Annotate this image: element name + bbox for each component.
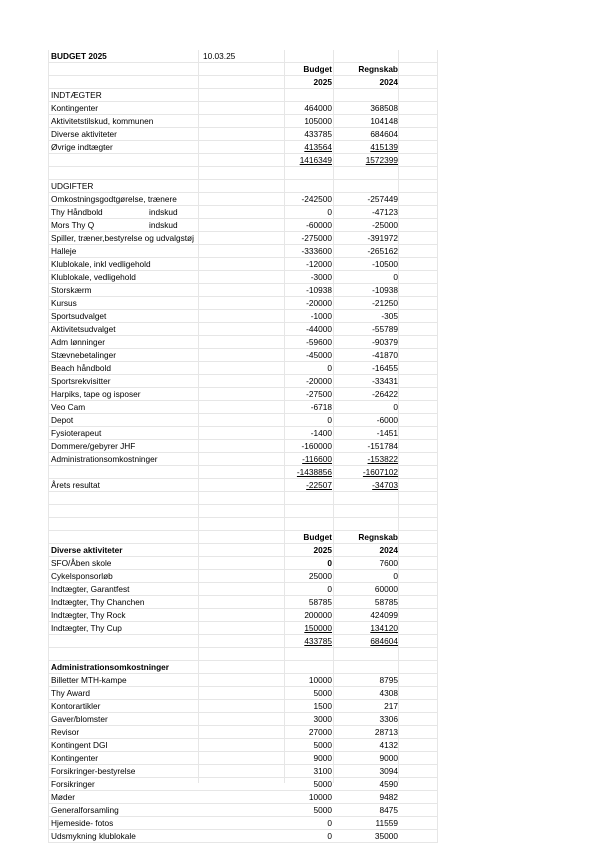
table-row bbox=[48, 609, 438, 622]
regnskab-2024-cell: Regnskab bbox=[358, 532, 398, 542]
regnskab-2024-cell: -55789 bbox=[372, 324, 398, 334]
regnskab-2024-cell: -33431 bbox=[372, 376, 398, 386]
row-label: Fysioterapeut bbox=[51, 428, 102, 438]
budget-2025-cell: 5000 bbox=[313, 779, 332, 789]
budget-2025-cell: 150000 bbox=[304, 623, 332, 633]
table-row bbox=[48, 50, 438, 63]
row-label: INDTÆGTER bbox=[51, 90, 102, 100]
row-label: Diverse aktiviteter bbox=[51, 129, 117, 139]
regnskab-2024-cell: 8795 bbox=[379, 675, 398, 685]
regnskab-2024-cell: -151784 bbox=[367, 441, 398, 451]
regnskab-2024-cell: 684604 bbox=[370, 636, 398, 646]
table-row bbox=[48, 518, 438, 531]
budget-2025-cell: -12000 bbox=[306, 259, 332, 269]
row-label: Cykelsponsorløb bbox=[51, 571, 113, 581]
table-row bbox=[48, 219, 438, 232]
row-label: Thy Håndbold bbox=[51, 207, 103, 217]
budget-2025-cell: Budget bbox=[303, 532, 332, 542]
budget-2025-cell: -10938 bbox=[306, 285, 332, 295]
regnskab-2024-cell: -257449 bbox=[367, 194, 398, 204]
row-label: Kontingenter bbox=[51, 753, 99, 763]
budget-2025-cell: -1400 bbox=[310, 428, 332, 438]
table-row bbox=[48, 193, 438, 206]
table-row bbox=[48, 297, 438, 310]
budget-2025-cell: 5000 bbox=[313, 805, 332, 815]
row-label: Beach håndbold bbox=[51, 363, 111, 373]
row-label: Møder bbox=[51, 792, 75, 802]
budget-2025-cell: -116600 bbox=[302, 454, 332, 464]
table-row bbox=[48, 284, 438, 297]
row-label: Kontingenter bbox=[51, 103, 99, 113]
table-row bbox=[48, 440, 438, 453]
budget-2025-cell: 1416349 bbox=[299, 155, 332, 165]
regnskab-2024-cell: -305 bbox=[381, 311, 398, 321]
regnskab-2024-cell: 0 bbox=[393, 402, 398, 412]
table-row bbox=[48, 362, 438, 375]
regnskab-2024-cell: 11559 bbox=[375, 818, 398, 828]
table-row bbox=[48, 232, 438, 245]
regnskab-2024-cell: -26422 bbox=[372, 389, 398, 399]
table-row bbox=[48, 778, 438, 791]
regnskab-2024-cell: 2024 bbox=[379, 77, 398, 87]
row-label: Adm lønninger bbox=[51, 337, 105, 347]
row-label: Spiller, træner,bestyrelse og udvalgstøj bbox=[51, 233, 194, 243]
row-label: Aktivitetsudvalget bbox=[51, 324, 116, 334]
table-row bbox=[48, 206, 438, 219]
table-row bbox=[48, 622, 438, 635]
row-label: Storskærm bbox=[51, 285, 92, 295]
table-row bbox=[48, 349, 438, 362]
row-label: Indtægter, Thy Chanchen bbox=[51, 597, 145, 607]
table-row bbox=[48, 505, 438, 518]
budget-2025-cell: -333600 bbox=[301, 246, 332, 256]
regnskab-2024-cell: 4308 bbox=[379, 688, 398, 698]
regnskab-2024-cell: 60000 bbox=[374, 584, 398, 594]
row-label: Veo Cam bbox=[51, 402, 86, 412]
table-row bbox=[48, 726, 438, 739]
row-label: Øvrige indtægter bbox=[51, 142, 113, 152]
regnskab-2024-cell: 8475 bbox=[379, 805, 398, 815]
regnskab-2024-cell: 134120 bbox=[370, 623, 398, 633]
row-sublabel: indskud bbox=[149, 220, 178, 230]
budget-2025-cell: 5000 bbox=[313, 740, 332, 750]
row-label: Thy Award bbox=[51, 688, 91, 698]
budget-2025-cell: -242500 bbox=[301, 194, 332, 204]
regnskab-2024-cell: 1572399 bbox=[365, 155, 398, 165]
row-label: Kursus bbox=[51, 298, 77, 308]
table-row bbox=[48, 804, 438, 817]
row-label: Administrationsomkostninger bbox=[51, 454, 158, 464]
regnskab-2024-cell: 9000 bbox=[379, 753, 398, 763]
regnskab-2024-cell: -10500 bbox=[372, 259, 398, 269]
table-row bbox=[48, 323, 438, 336]
table-row bbox=[48, 830, 438, 843]
table-row bbox=[48, 544, 438, 557]
regnskab-2024-cell: 28713 bbox=[374, 727, 398, 737]
regnskab-2024-cell: 7600 bbox=[379, 558, 398, 568]
row-label: Administrationsomkostninger bbox=[51, 662, 170, 672]
budget-2025-cell: 5000 bbox=[313, 688, 332, 698]
table-row bbox=[48, 180, 438, 193]
row-label: BUDGET 2025 bbox=[51, 51, 107, 61]
regnskab-2024-cell: -1451 bbox=[376, 428, 398, 438]
row-label: Kontingent DGI bbox=[51, 740, 108, 750]
table-row bbox=[48, 115, 438, 128]
regnskab-2024-cell: 3094 bbox=[379, 766, 398, 776]
regnskab-2024-cell: 4590 bbox=[379, 779, 398, 789]
row-label: UDGIFTER bbox=[51, 181, 94, 191]
budget-2025-cell: 0 bbox=[327, 584, 332, 594]
row-label: Harpiks, tape og isposer bbox=[51, 389, 141, 399]
row-label: Klublokale, inkl vedligehold bbox=[51, 259, 151, 269]
budget-2025-cell: 200000 bbox=[304, 610, 332, 620]
budget-2025-cell: 9000 bbox=[313, 753, 332, 763]
budget-2025-cell: -27500 bbox=[306, 389, 332, 399]
row-label: Udsmykning klublokale bbox=[51, 831, 136, 841]
regnskab-2024-cell: 35000 bbox=[374, 831, 398, 841]
table-row bbox=[48, 713, 438, 726]
table-row bbox=[48, 570, 438, 583]
table-row bbox=[48, 583, 438, 596]
table-row bbox=[48, 154, 438, 167]
regnskab-2024-cell: -16455 bbox=[372, 363, 398, 373]
regnskab-2024-cell: 2024 bbox=[379, 545, 398, 555]
budget-2025-cell: -22507 bbox=[306, 480, 332, 490]
table-row bbox=[48, 531, 438, 544]
budget-2025-cell: -6718 bbox=[310, 402, 332, 412]
table-row bbox=[48, 466, 438, 479]
row-sublabel: indskud bbox=[149, 207, 178, 217]
regnskab-2024-cell: -90379 bbox=[372, 337, 398, 347]
budget-2025-cell: Budget bbox=[303, 64, 332, 74]
budget-2025-cell: 464000 bbox=[304, 103, 332, 113]
regnskab-2024-cell: 217 bbox=[384, 701, 398, 711]
row-label: SFO/Åben skole bbox=[51, 558, 112, 568]
row-label: Billetter MTH-kampe bbox=[51, 675, 127, 685]
table-row bbox=[48, 557, 438, 570]
row-label: Klublokale, vedligehold bbox=[51, 272, 136, 282]
row-label: Stævnebetalinger bbox=[51, 350, 117, 360]
budget-2025-cell: 0 bbox=[327, 831, 332, 841]
row-label: Forsikringer-bestyrelse bbox=[51, 766, 136, 776]
regnskab-2024-cell: 58785 bbox=[374, 597, 398, 607]
regnskab-2024-cell: 684604 bbox=[370, 129, 398, 139]
budget-2025-cell: 105000 bbox=[304, 116, 332, 126]
row-label: Halleje bbox=[51, 246, 77, 256]
regnskab-2024-cell: 4132 bbox=[379, 740, 398, 750]
table-row bbox=[48, 63, 438, 76]
table-row bbox=[48, 765, 438, 778]
regnskab-2024-cell: 424099 bbox=[370, 610, 398, 620]
table-row bbox=[48, 427, 438, 440]
budget-2025-cell: -45000 bbox=[306, 350, 332, 360]
table-row bbox=[48, 245, 438, 258]
regnskab-2024-cell: -10938 bbox=[372, 285, 398, 295]
budget-2025-cell: 0 bbox=[327, 207, 332, 217]
table-row bbox=[48, 102, 438, 115]
table-row bbox=[48, 128, 438, 141]
budget-2025-cell: 25000 bbox=[308, 571, 332, 581]
table-row bbox=[48, 76, 438, 89]
budget-2025-cell: 0 bbox=[327, 415, 332, 425]
regnskab-2024-cell: -1607102 bbox=[362, 467, 398, 477]
regnskab-2024-cell: 415139 bbox=[370, 142, 398, 152]
sheet-date: 10.03.25 bbox=[203, 51, 236, 61]
row-label: Aktivitetstilskud, kommunen bbox=[51, 116, 154, 126]
budget-2025-cell: 10000 bbox=[308, 675, 332, 685]
regnskab-2024-cell: -34703 bbox=[372, 480, 398, 490]
regnskab-2024-cell: -25000 bbox=[372, 220, 398, 230]
regnskab-2024-cell: 104148 bbox=[370, 116, 398, 126]
row-label: Gaver/blomster bbox=[51, 714, 108, 724]
table-row bbox=[48, 401, 438, 414]
budget-2025-cell: -1000 bbox=[310, 311, 332, 321]
row-label: Dommere/gebyrer JHF bbox=[51, 441, 136, 451]
table-row bbox=[48, 635, 438, 648]
budget-sheet bbox=[48, 50, 438, 843]
table-row bbox=[48, 336, 438, 349]
budget-2025-cell: 2025 bbox=[313, 77, 332, 87]
row-label: Omkostningsgodtgørelse, trænere bbox=[51, 194, 177, 204]
table-row bbox=[48, 479, 438, 492]
table-row bbox=[48, 492, 438, 505]
budget-2025-cell: -275000 bbox=[301, 233, 332, 243]
row-label: Hjemeside- fotos bbox=[51, 818, 114, 828]
budget-2025-cell: -160000 bbox=[301, 441, 332, 451]
row-label: Mors Thy Q bbox=[51, 220, 95, 230]
table-row bbox=[48, 167, 438, 180]
regnskab-2024-cell: -21250 bbox=[372, 298, 398, 308]
table-row bbox=[48, 739, 438, 752]
budget-2025-cell: -1438856 bbox=[296, 467, 332, 477]
budget-2025-cell: 433785 bbox=[304, 129, 332, 139]
regnskab-2024-cell: -265162 bbox=[367, 246, 398, 256]
table-row bbox=[48, 388, 438, 401]
table-row bbox=[48, 817, 438, 830]
row-label: Kontorartikler bbox=[51, 701, 101, 711]
table-row bbox=[48, 674, 438, 687]
row-label: Indtægter, Garantfest bbox=[51, 584, 130, 594]
row-label: Sportsrekvisitter bbox=[51, 376, 111, 386]
row-label: Årets resultat bbox=[51, 480, 100, 490]
regnskab-2024-cell: 9482 bbox=[379, 792, 398, 802]
table-row bbox=[48, 648, 438, 661]
budget-2025-cell: 0 bbox=[327, 818, 332, 828]
budget-2025-cell: -60000 bbox=[306, 220, 332, 230]
budget-2025-cell: 1500 bbox=[313, 701, 332, 711]
table-row bbox=[48, 596, 438, 609]
budget-2025-cell: 413564 bbox=[304, 142, 332, 152]
row-label: Indtægter, Thy Cup bbox=[51, 623, 122, 633]
row-label: Sportsudvalget bbox=[51, 311, 107, 321]
budget-2025-cell: -20000 bbox=[306, 298, 332, 308]
row-label: Generalforsamling bbox=[51, 805, 119, 815]
budget-2025-cell: 27000 bbox=[308, 727, 332, 737]
row-label: Forsikringer bbox=[51, 779, 95, 789]
table-row bbox=[48, 752, 438, 765]
budget-2025-cell: 58785 bbox=[308, 597, 332, 607]
table-row bbox=[48, 661, 438, 674]
budget-2025-cell: 10000 bbox=[308, 792, 332, 802]
table-row bbox=[48, 700, 438, 713]
table-row bbox=[48, 687, 438, 700]
table-row bbox=[48, 791, 438, 804]
regnskab-2024-cell: -153822 bbox=[367, 454, 398, 464]
budget-2025-cell: 0 bbox=[327, 558, 332, 568]
budget-2025-cell: 433785 bbox=[304, 636, 332, 646]
table-row bbox=[48, 310, 438, 323]
budget-2025-cell: 0 bbox=[327, 363, 332, 373]
row-label: Indtægter, Thy Rock bbox=[51, 610, 126, 620]
budget-2025-cell: -3000 bbox=[310, 272, 332, 282]
table-row bbox=[48, 271, 438, 284]
table-row bbox=[48, 89, 438, 102]
row-label: Diverse aktiviteter bbox=[51, 545, 123, 555]
row-label: Revisor bbox=[51, 727, 80, 737]
row-label: Depot bbox=[51, 415, 74, 425]
table-row bbox=[48, 453, 438, 466]
budget-2025-cell: 3000 bbox=[313, 714, 332, 724]
regnskab-2024-cell: 0 bbox=[393, 571, 398, 581]
regnskab-2024-cell: -6000 bbox=[376, 415, 398, 425]
regnskab-2024-cell: 3306 bbox=[379, 714, 398, 724]
budget-2025-cell: -44000 bbox=[306, 324, 332, 334]
regnskab-2024-cell: 368508 bbox=[370, 103, 398, 113]
regnskab-2024-cell: -47123 bbox=[372, 207, 398, 217]
table-row bbox=[48, 414, 438, 427]
budget-2025-cell: -20000 bbox=[306, 376, 332, 386]
regnskab-2024-cell: -41870 bbox=[372, 350, 398, 360]
regnskab-2024-cell: Regnskab bbox=[358, 64, 398, 74]
budget-2025-cell: 2025 bbox=[313, 545, 332, 555]
regnskab-2024-cell: 0 bbox=[393, 272, 398, 282]
table-row bbox=[48, 141, 438, 154]
table-row bbox=[48, 258, 438, 271]
budget-2025-cell: 3100 bbox=[313, 766, 332, 776]
budget-2025-cell: -59600 bbox=[306, 337, 332, 347]
table-row bbox=[48, 375, 438, 388]
regnskab-2024-cell: -391972 bbox=[367, 233, 398, 243]
